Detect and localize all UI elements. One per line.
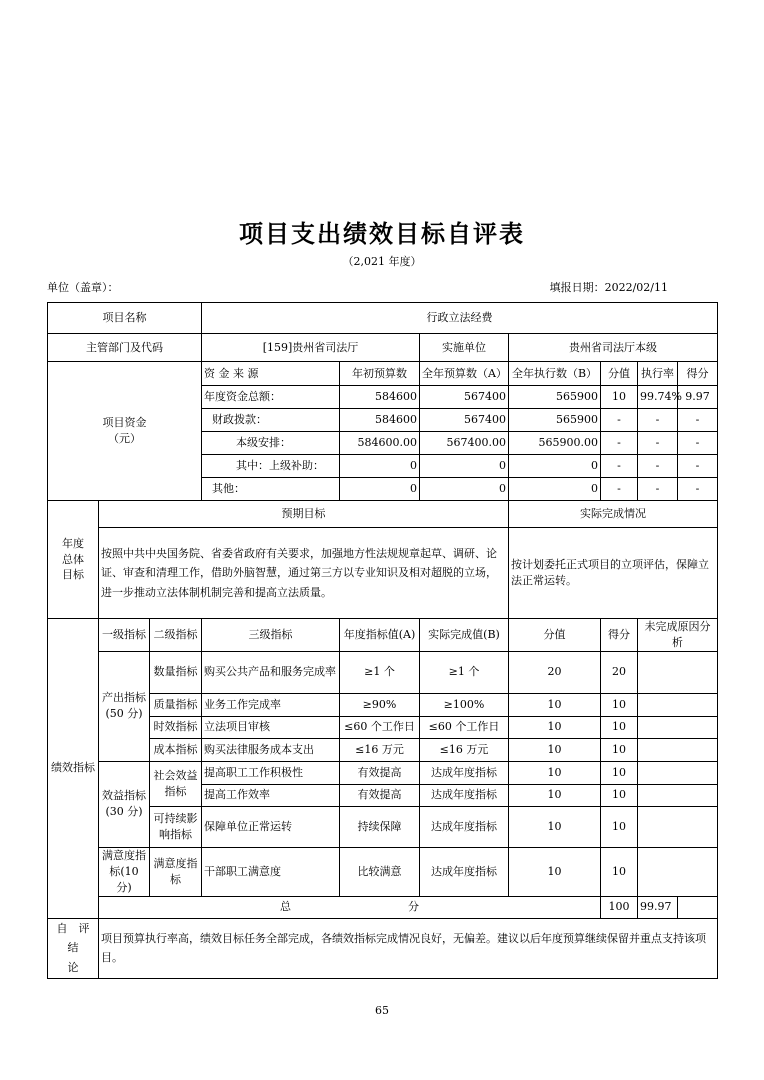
perf-actual: 达成年度指标	[420, 806, 509, 847]
fund-got: -	[678, 478, 718, 501]
perf-row	[48, 761, 718, 784]
perf-reason	[638, 784, 718, 806]
fund-got: 9.97	[678, 386, 718, 409]
perf-got: 10	[601, 847, 638, 896]
perf-target: 比较满意	[340, 847, 420, 896]
year-note: （2,021 年度）	[342, 255, 422, 268]
perf-score: 10	[509, 784, 601, 806]
output-indicator-label	[99, 651, 150, 761]
perf-level3: 立法项目审核	[202, 716, 340, 738]
fund-score: -	[601, 409, 638, 432]
actual-completion-text: 按计划委托正式项目的立项评估，保障立法正常运转。	[509, 528, 718, 619]
total-label-a: 总	[280, 900, 291, 914]
perf-reason	[638, 693, 718, 716]
annual-goal-label	[48, 501, 99, 619]
fund-rate: 99.74%	[638, 386, 678, 409]
perf-target: ≤16 万元	[340, 738, 420, 761]
perf-reason	[638, 847, 718, 896]
fund-rate: -	[638, 455, 678, 478]
self-eval-label	[48, 918, 99, 978]
annual-goal-label-2: 总体	[62, 552, 84, 566]
perf-level2: 成本指标	[150, 738, 202, 761]
satisfaction-indicator-label	[99, 847, 150, 896]
annual-goal-label-3: 目标	[62, 568, 84, 582]
perf-got: 10	[601, 693, 638, 716]
perf-level2-line1: 社会效益	[153, 768, 198, 782]
page-title: 项目支出绩效目标自评表	[239, 219, 525, 248]
perf-actual: 达成年度指标	[420, 847, 509, 896]
perf-reason	[638, 761, 718, 784]
fund-score: 10	[601, 386, 638, 409]
fund-executed: 565900	[509, 409, 601, 432]
fund-source: 年度资金总额：	[202, 386, 340, 409]
perf-level3: 干部职工满意度	[202, 847, 340, 896]
unit-label: 单位（盖章）：	[47, 281, 119, 294]
perf-level2-line2: 标	[170, 872, 181, 886]
perf-row	[48, 651, 718, 693]
fund-got: -	[678, 455, 718, 478]
perf-score: 20	[509, 651, 601, 693]
total-reason	[678, 896, 718, 918]
perf-target: ≥1 个	[340, 651, 420, 693]
fund-score: -	[601, 432, 638, 455]
perf-level2-line1: 可持续影	[153, 811, 198, 825]
output-indicator-label-1: 产出指标	[102, 691, 146, 705]
benefit-indicator-label-2: (30 分)	[105, 805, 143, 819]
funds-header-executed: 全年执行数（B）	[509, 362, 601, 386]
perf-got: 10	[601, 761, 638, 784]
actual-completion-header: 实际完成情况	[509, 501, 718, 528]
perf-reason	[638, 738, 718, 761]
fund-initial: 584600	[340, 409, 420, 432]
self-eval-row	[48, 918, 718, 978]
perf-score: 10	[509, 738, 601, 761]
perf-level2: 数量指标	[150, 651, 202, 693]
perf-level2	[150, 761, 202, 806]
satisfaction-indicator-label-2: 标(10 分)	[109, 864, 139, 894]
perf-label: 绩效指标	[48, 619, 99, 919]
impl-unit-label: 实施单位	[420, 334, 509, 362]
funds-header-rate: 执行率	[638, 362, 678, 386]
funds-header-source: 资 金 来 源	[202, 362, 340, 386]
perf-level3: 购买公共产品和服务完成率	[202, 651, 340, 693]
fund-initial: 584600.00	[340, 432, 420, 455]
perf-score: 10	[509, 716, 601, 738]
perf-row	[48, 847, 718, 896]
perf-level3: 保障单位正常运转	[202, 806, 340, 847]
fund-source: 财政拨款：	[202, 409, 340, 432]
perf-level3: 提高工作效率	[202, 784, 340, 806]
perf-score: 10	[509, 847, 601, 896]
fund-source: 本级安排：	[202, 432, 340, 455]
total-label-b: 分	[408, 900, 419, 914]
self-eval-label-a: 自 评	[56, 921, 90, 935]
perf-actual: 达成年度指标	[420, 784, 509, 806]
fund-initial: 0	[340, 455, 420, 478]
perf-level2-line1: 满意度指	[153, 856, 198, 870]
perf-actual: ≤60 个工作日	[420, 716, 509, 738]
goals-header-row	[48, 501, 718, 528]
perf-reason	[638, 716, 718, 738]
perf-header-level2: 二级指标	[150, 619, 202, 652]
perf-level2: 质量指标	[150, 693, 202, 716]
total-row	[48, 896, 718, 918]
fund-rate: -	[638, 409, 678, 432]
funds-header-annual: 全年预算数（A）	[420, 362, 509, 386]
fund-annual: 567400.00	[420, 432, 509, 455]
expected-goal-header: 预期目标	[99, 501, 509, 528]
fund-got: -	[678, 409, 718, 432]
self-eval-label-c: 论	[67, 961, 79, 975]
perf-got: 20	[601, 651, 638, 693]
perf-header-reason: 未完成原因分析	[638, 619, 718, 652]
fund-got: -	[678, 432, 718, 455]
benefit-indicator-label	[99, 761, 150, 847]
project-name-label: 项目名称	[48, 303, 202, 334]
self-eval-label-b: 结	[67, 941, 79, 955]
perf-level2: 时效指标	[150, 716, 202, 738]
dept-label: 主管部门及代码	[48, 334, 202, 362]
annual-goal-label-1: 年度	[62, 536, 84, 550]
funds-label-line1: 项目资金	[102, 416, 147, 430]
perf-target: 有效提高	[340, 784, 420, 806]
perf-header-got: 得分	[601, 619, 638, 652]
fund-annual: 567400	[420, 386, 509, 409]
perf-header-target: 年度指标值(A)	[340, 619, 420, 652]
fund-executed: 0	[509, 478, 601, 501]
fund-score: -	[601, 455, 638, 478]
perf-got: 10	[601, 806, 638, 847]
perf-level3: 提高职工工作积极性	[202, 761, 340, 784]
perf-header-level1: 一级指标	[99, 619, 150, 652]
fund-rate: -	[638, 432, 678, 455]
perf-target: 持续保障	[340, 806, 420, 847]
perf-target: ≥90%	[340, 693, 420, 716]
perf-level2	[150, 847, 202, 896]
fund-rate: -	[638, 478, 678, 501]
total-score: 100	[601, 896, 638, 918]
perf-reason	[638, 651, 718, 693]
perf-actual: ≥1 个	[420, 651, 509, 693]
perf-header-row	[48, 619, 718, 652]
expected-goal-text: 按照中共中央国务院、省委省政府有关要求，加强地方性法规规章起草、调研、论证、审查和清理工作，借助外脑智慧，通过第三方以专业知识及相对超脱的立场，进一步推动立法体制机制完善和提高立法质量。	[99, 528, 509, 619]
perf-actual: ≥100%	[420, 693, 509, 716]
perf-got: 10	[601, 738, 638, 761]
perf-header-score: 分值	[509, 619, 601, 652]
benefit-indicator-label-1: 效益指标	[102, 789, 146, 803]
fund-source: 其中：上级补助：	[202, 455, 340, 478]
fund-annual: 0	[420, 455, 509, 478]
perf-level2	[150, 806, 202, 847]
fund-initial: 584600	[340, 386, 420, 409]
perf-got: 10	[601, 784, 638, 806]
funds-header-row	[48, 362, 718, 386]
fund-executed: 565900.00	[509, 432, 601, 455]
goals-row	[48, 528, 718, 619]
evaluation-table	[47, 302, 718, 979]
perf-level3: 购买法律服务成本支出	[202, 738, 340, 761]
fill-date: 填报日期：2022/02/11	[549, 281, 668, 294]
fund-annual: 567400	[420, 409, 509, 432]
project-name-value: 行政立法经费	[202, 303, 718, 334]
perf-actual: ≤16 万元	[420, 738, 509, 761]
page-number: 65	[375, 1004, 389, 1017]
self-eval-text: 项目预算执行率高，绩效目标任务全部完成，各绩效指标完成情况良好，无偏差。建议以后年度预算继续保留并重点支持该项目。	[99, 918, 718, 978]
perf-reason	[638, 806, 718, 847]
perf-level3: 业务工作完成率	[202, 693, 340, 716]
satisfaction-indicator-label-1: 满意度指	[102, 848, 146, 862]
funds-header-initial: 年初预算数	[340, 362, 420, 386]
perf-target: ≤60 个工作日	[340, 716, 420, 738]
perf-score: 10	[509, 761, 601, 784]
fund-executed: 0	[509, 455, 601, 478]
total-label	[99, 896, 601, 918]
dept-value: [159]贵州省司法厅	[202, 334, 420, 362]
total-got: 99.97	[638, 896, 678, 918]
fund-source: 其他：	[202, 478, 340, 501]
project-name-row	[48, 303, 718, 334]
fund-executed: 565900	[509, 386, 601, 409]
perf-actual: 达成年度指标	[420, 761, 509, 784]
funds-header-score: 分值	[601, 362, 638, 386]
funds-header-got: 得分	[678, 362, 718, 386]
output-indicator-label-2: (50 分)	[105, 707, 143, 721]
perf-got: 10	[601, 716, 638, 738]
perf-level2-line2: 指标	[164, 784, 187, 798]
perf-target: 有效提高	[340, 761, 420, 784]
dept-row	[48, 334, 718, 362]
funds-label-line2: （元）	[108, 432, 141, 445]
funds-label	[48, 362, 202, 501]
fund-initial: 0	[340, 478, 420, 501]
perf-header-actual: 实际完成值(B)	[420, 619, 509, 652]
impl-unit-value: 贵州省司法厅本级	[509, 334, 718, 362]
fund-score: -	[601, 478, 638, 501]
perf-score: 10	[509, 693, 601, 716]
perf-header-level3: 三级指标	[202, 619, 340, 652]
fund-annual: 0	[420, 478, 509, 501]
perf-level2-line2: 响指标	[159, 827, 192, 841]
perf-score: 10	[509, 806, 601, 847]
